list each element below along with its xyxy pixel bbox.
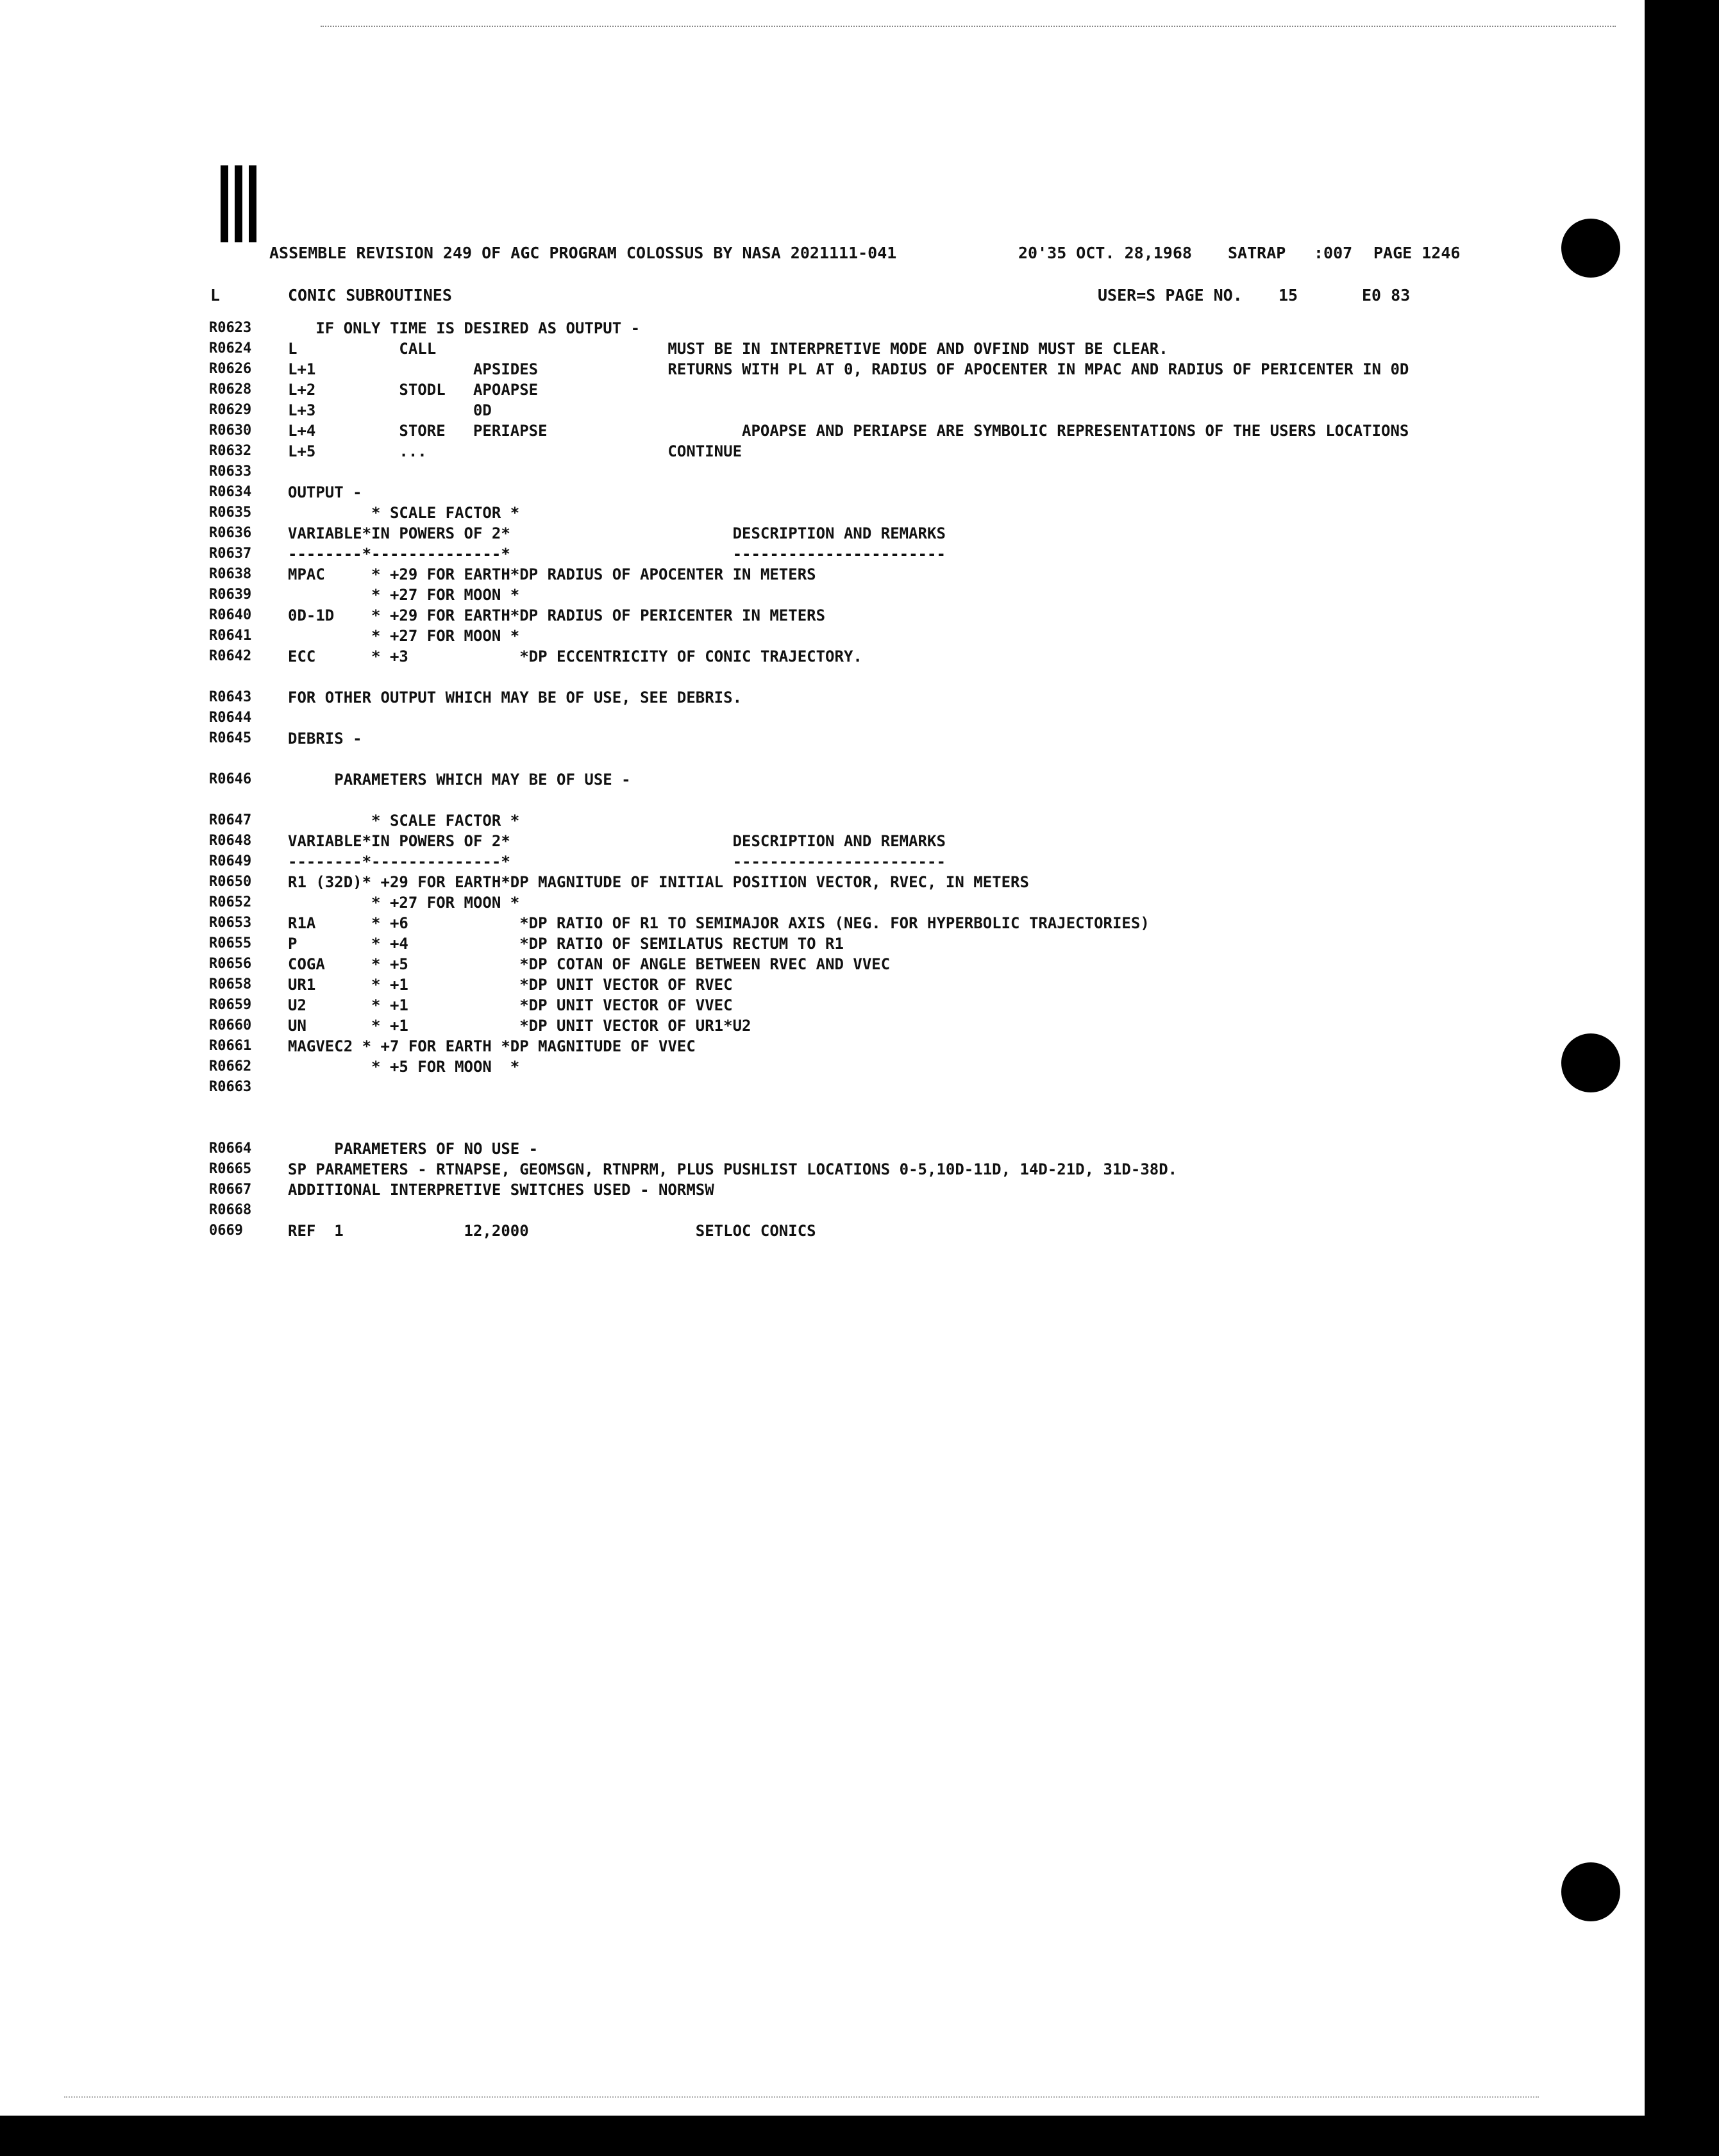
header-satrap: SATRAP (1228, 244, 1286, 262)
line-number: R0645 (209, 730, 252, 746)
line-text: MAGVEC2 * +7 FOR EARTH *DP MAGNITUDE OF VVEC (288, 1037, 696, 1055)
punch-hole (1561, 1033, 1620, 1092)
line-number: R0649 (209, 853, 252, 869)
line-text: 0D-1D * +29 FOR EARTH*DP RADIUS OF PERICENTER IN METERS (288, 606, 826, 624)
line-text: OUTPUT - (288, 483, 362, 501)
punch-hole (1561, 1862, 1620, 1921)
line-text: SP PARAMETERS - RTNAPSE, GEOMSGN, RTNPRM, PLUS PUSHLIST LOCATIONS 0-5,10D-11D, 14D-21D, 31D-38D. (288, 1160, 1178, 1178)
line-number: R0634 (209, 484, 252, 500)
line-text: UN * +1 *DP UNIT VECTOR OF UR1*U2 (288, 1017, 751, 1035)
line-number: R0639 (209, 587, 252, 603)
punch-hole (1561, 219, 1620, 278)
line-number: R0655 (209, 935, 252, 951)
line-text: R1 (32D)* +29 FOR EARTH*DP MAGNITUDE OF INITIAL POSITION VECTOR, RVEC, IN METERS (288, 873, 1029, 891)
line-text: * +27 FOR MOON * (288, 586, 520, 604)
line-text: P * +4 *DP RATIO OF SEMILATUS RECTUM TO R1 (288, 935, 844, 953)
line-number: R0660 (209, 1017, 252, 1033)
line-text: ECC * +3 *DP ECCENTRICITY OF CONIC TRAJECTORY. (288, 648, 862, 665)
line-number: R0626 (209, 361, 252, 377)
line-number: R0650 (209, 874, 252, 890)
line-text: --------*--------------* ----------------------- (288, 545, 946, 563)
line-number: R0653 (209, 915, 252, 931)
section-letter: L (210, 286, 221, 305)
line-number: R0643 (209, 689, 252, 705)
line-number: R0633 (209, 464, 252, 480)
line-number: R0659 (209, 997, 252, 1013)
line-text: FOR OTHER OUTPUT WHICH MAY BE OF USE, SEE DEBRIS. (288, 689, 742, 706)
line-number: R0640 (209, 607, 252, 623)
binder-mark (249, 165, 256, 242)
line-text: L CALL MUST BE IN INTERPRETIVE MODE AND OVFIND MUST BE CLEAR. (288, 340, 1168, 358)
line-text: MPAC * +29 FOR EARTH*DP RADIUS OF APOCENTER IN METERS (288, 565, 816, 583)
line-number: R0658 (209, 976, 252, 992)
header-page: PAGE 1246 (1373, 244, 1461, 262)
line-number: R0662 (209, 1058, 252, 1074)
header-satrap-code: :007 (1314, 244, 1353, 262)
line-text: REF 1 12,2000 SETLOC CONICS (288, 1222, 816, 1240)
line-number: R0647 (209, 812, 252, 828)
line-number: R0646 (209, 771, 252, 787)
users-page-number: 15 (1279, 286, 1298, 305)
line-number: R0630 (209, 422, 252, 439)
line-text: R1A * +6 *DP RATIO OF R1 TO SEMIMAJOR AXIS (NEG. FOR HYPERBOLIC TRAJECTORIES) (288, 914, 1150, 932)
line-number: R0656 (209, 956, 252, 972)
line-text: --------*--------------* ----------------------- (288, 853, 946, 871)
line-text: VARIABLE*IN POWERS OF 2* DESCRIPTION AND REMARKS (288, 524, 946, 542)
header-timestamp: 20'35 OCT. 28,1968 (1018, 244, 1192, 262)
line-text: * SCALE FACTOR * (288, 504, 520, 522)
line-text: IF ONLY TIME IS DESIRED AS OUTPUT - (288, 319, 641, 337)
line-text: * +5 FOR MOON * (288, 1058, 520, 1076)
scan-artifact-bottom (64, 2096, 1539, 2099)
line-text: VARIABLE*IN POWERS OF 2* DESCRIPTION AND REMARKS (288, 832, 946, 850)
line-text: ADDITIONAL INTERPRETIVE SWITCHES USED - NORMSW (288, 1181, 714, 1199)
line-text: COGA * +5 *DP COTAN OF ANGLE BETWEEN RVEC AND VVEC (288, 955, 891, 973)
line-number: R0623 (209, 320, 252, 336)
header-title: ASSEMBLE REVISION 249 OF AGC PROGRAM COLOSSUS BY NASA 2021111-041 (269, 244, 897, 262)
line-number: R0635 (209, 505, 252, 521)
line-number: R0641 (209, 628, 252, 644)
line-text: PARAMETERS WHICH MAY BE OF USE - (288, 771, 631, 789)
section-title: CONIC SUBROUTINES (288, 286, 452, 305)
eo-code: E0 83 (1362, 286, 1411, 305)
line-text: DEBRIS - (288, 730, 362, 748)
line-number: R0632 (209, 443, 252, 459)
line-number: R0624 (209, 340, 252, 356)
line-number: R0667 (209, 1182, 252, 1198)
line-text: L+2 STODL APOAPSE (288, 381, 539, 399)
line-text: * SCALE FACTOR * (288, 812, 520, 830)
users-page-label: USER=S PAGE NO. (1098, 286, 1243, 305)
line-number: R0665 (209, 1161, 252, 1177)
line-number: R0652 (209, 894, 252, 910)
line-number: R0629 (209, 402, 252, 418)
line-number: R0661 (209, 1038, 252, 1054)
line-number: R0638 (209, 566, 252, 582)
line-text: UR1 * +1 *DP UNIT VECTOR OF RVEC (288, 976, 733, 994)
binder-mark (235, 165, 242, 242)
line-text: L+5 ... CONTINUE (288, 442, 742, 460)
line-text: PARAMETERS OF NO USE - (288, 1140, 539, 1158)
line-number: R0628 (209, 381, 252, 397)
line-text: * +27 FOR MOON * (288, 627, 520, 645)
binder-marks (221, 165, 259, 242)
line-number: R0642 (209, 648, 252, 664)
line-number: R0664 (209, 1141, 252, 1157)
scan-artifact-top (321, 26, 1616, 28)
line-text: L+4 STORE PERIAPSE APOAPSE AND PERIAPSE ARE SYMBOLIC REPRESENTATIONS OF THE USERS LOCATIONS (288, 422, 1409, 440)
line-text: L+1 APSIDES RETURNS WITH PL AT 0, RADIUS OF APOCENTER IN MPAC AND RADIUS OF PERICENTER IN 0D (288, 360, 1409, 378)
line-text: * +27 FOR MOON * (288, 894, 520, 912)
line-number: 0669 (209, 1223, 243, 1239)
line-number: R0637 (209, 546, 252, 562)
line-text: L+3 0D (288, 401, 492, 419)
line-number: R0636 (209, 525, 252, 541)
line-number: R0648 (209, 833, 252, 849)
line-number: R0644 (209, 710, 252, 726)
binder-mark (221, 165, 228, 242)
line-number: R0663 (209, 1079, 252, 1095)
line-text: U2 * +1 *DP UNIT VECTOR OF VVEC (288, 996, 733, 1014)
line-number: R0668 (209, 1202, 252, 1218)
